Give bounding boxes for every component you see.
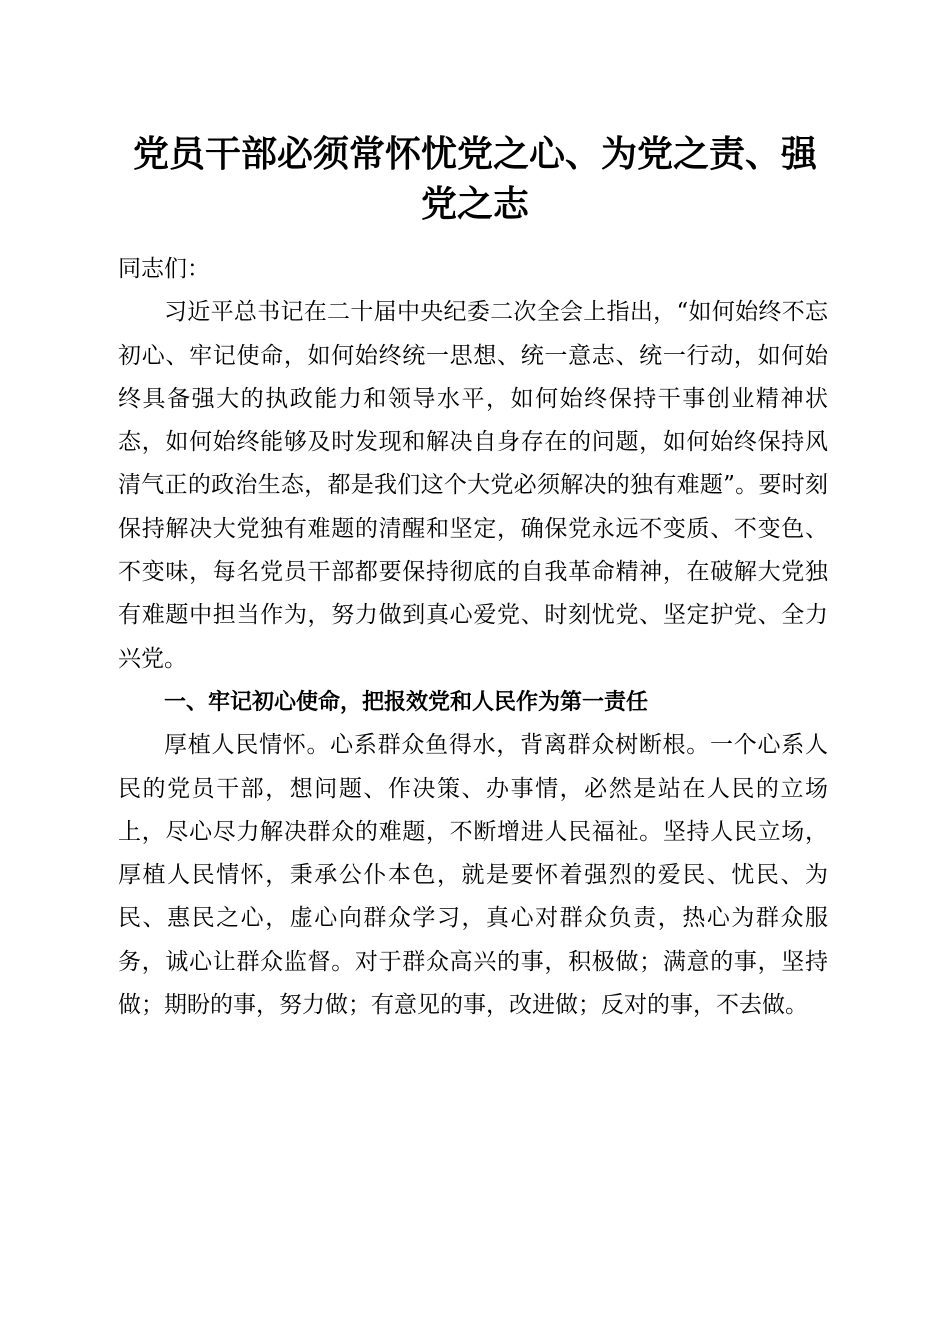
section-heading-1: 一、牢记初心使命，把报效党和人民作为第一责任 xyxy=(164,689,649,715)
document-body xyxy=(118,248,828,1027)
salutation: 同志们： xyxy=(118,256,210,282)
paragraph-intro: 习近平总书记在二十届中央纪委二次全会上指出，“如何始终不忘初心、牢记使命，如何始终统一思想、统一意志、统一行动，如何始终具备强大的执政能力和领导水平，如何始终保持干事创业精神状态，如何始终能够及时发现和解决自身存在的问题，如何始终保持风清气正的政治生态，都是我们这个大党必须解决的独有难题”。要时刻保持解决大党独有难题的清醒和坚定，确保党永远不变质、不变色、不变味，每名党员干部都要保持彻底的自我革命精神，在破解大党独有难题中担当作为，努力做到真心爱党、时刻忧党、坚定护党、全力兴党。 xyxy=(118,299,828,672)
document-title: 党员干部必须常怀忧党之心、为党之责、强党之志 xyxy=(132,134,817,225)
paragraph-people: 厚植人民情怀。心系群众鱼得水，背离群众树断根。一个心系人民的党员干部，想问题、作决策、办事情，必然是站在人民的立场上，尽心尽力解决群众的难题，不断增进人民福祉。坚持人民立场，厚植人民情怀，秉承公仆本色，就是要怀着强烈的爱民、忧民、为民、惠民之心，虚心向群众学习，真心对群众负责，热心为群众服务，诚心让群众监督。对于群众高兴的事，积极做；满意的事，坚持做；期盼的事，努力做；有意见的事，改进做；反对的事，不去做。 xyxy=(118,732,828,1019)
